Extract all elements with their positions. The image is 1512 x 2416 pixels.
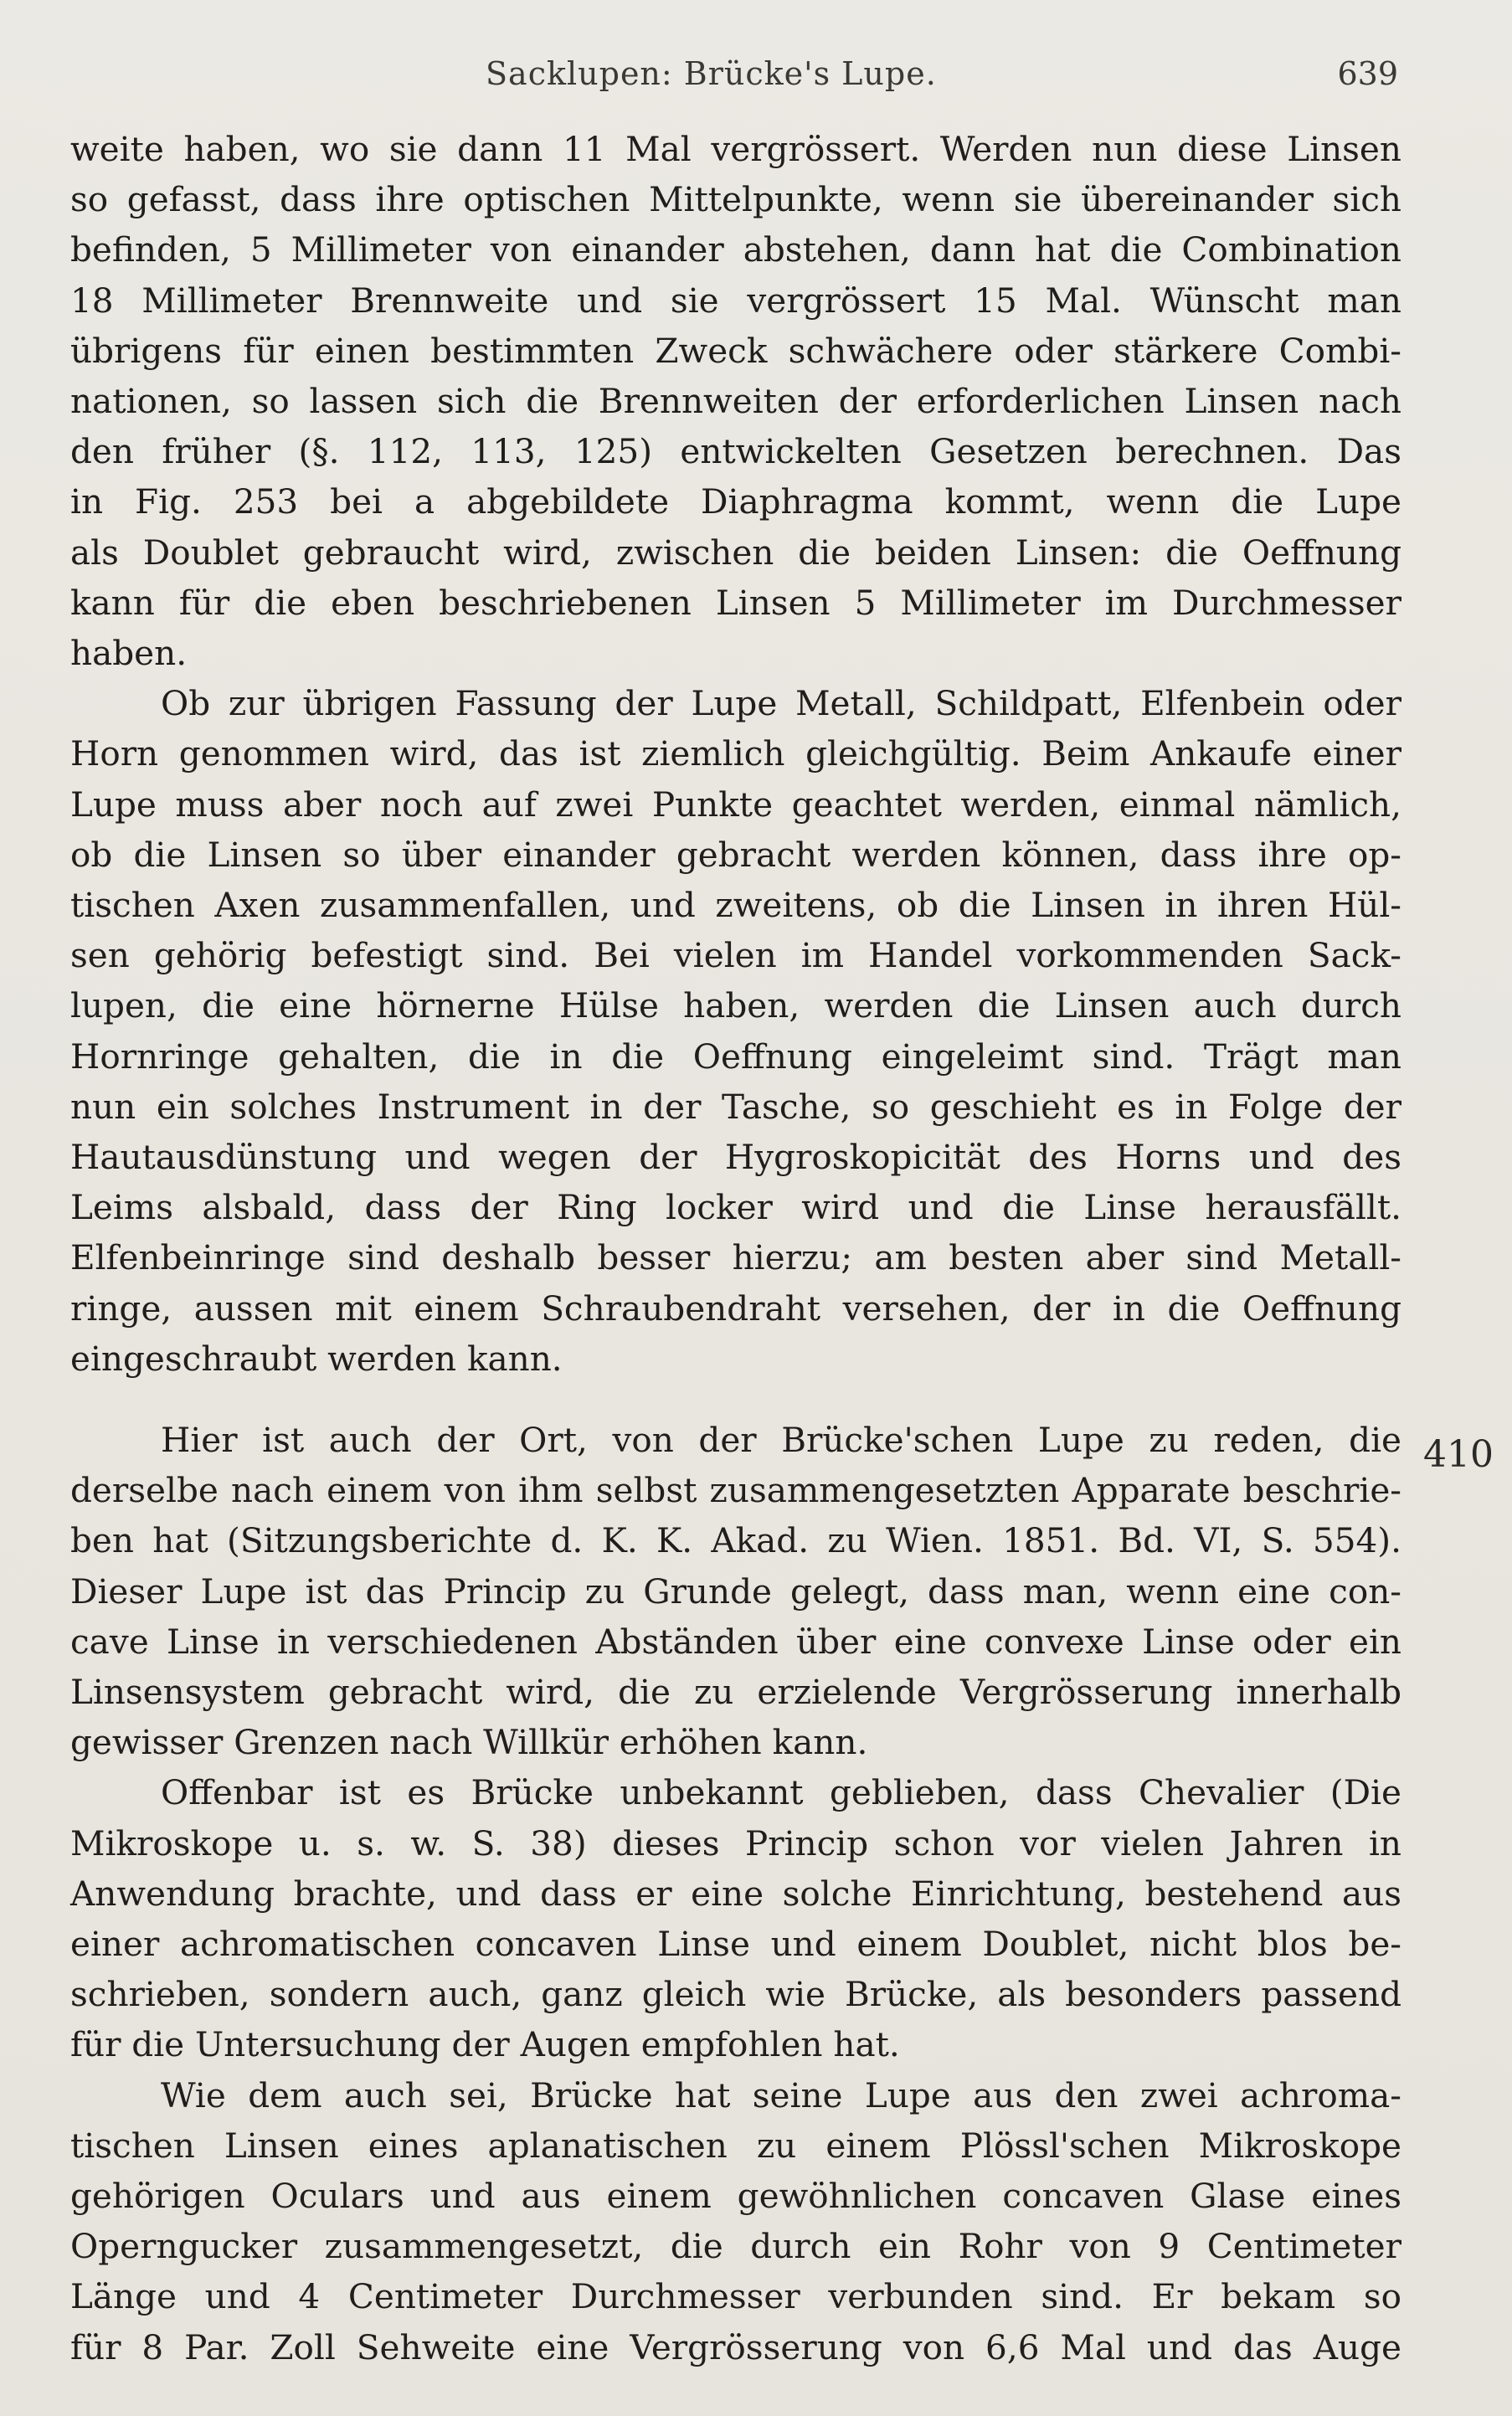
text-line: Elfenbeinringe sind deshalb besser hierzu; am besten aber sind Metall- [70, 1237, 1401, 1278]
text-line: Mikroskope u. s. w. S. 38) dieses Princip schon vor vielen Jahren in [70, 1822, 1401, 1863]
text-line: für 8 Par. Zoll Sehweite eine Vergrösserung von 6,6 Mal und das Auge [70, 2326, 1401, 2367]
text-line: 18 Millimeter Brennweite und sie vergrössert 15 Mal. Wünscht man [70, 280, 1401, 321]
paragraph [70, 1767, 1401, 2069]
text-line: als Doublet gebraucht wird, zwischen die beiden Linsen: die Oeffnung [70, 532, 1401, 573]
text-line: nun ein solches Instrument in der Tasche, so geschieht es in Folge der [70, 1086, 1401, 1127]
paragraph [70, 678, 1401, 1384]
paragraph [70, 124, 1401, 678]
text-line: derselbe nach einem von ihm selbst zusammengesetzten Apparate beschrie- [70, 1470, 1401, 1511]
text-line: Lupe muss aber noch auf zwei Punkte geachtet werden, einmal nämlich, [70, 784, 1401, 825]
text-line: nationen, so lassen sich die Brennweiten der erforderlichen Linsen nach [70, 381, 1401, 422]
text-line: Ob zur übrigen Fassung der Lupe Metall, Schildpatt, Elfenbein oder [161, 683, 1401, 724]
text-line: Anwendung brachte, und dass er eine solche Einrichtung, bestehend aus [70, 1873, 1401, 1914]
text-line: tischen Linsen eines aplanatischen zu einem Plössl'schen Mikroskope [70, 2125, 1401, 2166]
text-line: so gefasst, dass ihre optischen Mittelpunkte, wenn sie übereinander sich [70, 179, 1401, 220]
paragraph [70, 2070, 1401, 2372]
text-line: weite haben, wo sie dann 11 Mal vergrössert. Werden nun diese Linsen [70, 129, 1401, 169]
text-line: ringe, aussen mit einem Schraubendraht versehen, der in die Oeffnung [70, 1288, 1401, 1329]
text-line: eingeschraubt werden kann. [70, 1338, 563, 1379]
text-line: Hautausdünstung und wegen der Hygroskopicität des Horns und des [70, 1137, 1401, 1178]
text-line: Hornringe gehalten, die in die Oeffnung eingeleimt sind. Trägt man [70, 1036, 1401, 1077]
text-line: gehörigen Oculars und aus einem gewöhnlichen concaven Glase eines [70, 2176, 1401, 2217]
text-line: Länge und 4 Centimeter Durchmesser verbunden sind. Er bekam so [70, 2276, 1401, 2317]
text-line: Hier ist auch der Ort, von der Brücke'schen Lupe zu reden, die [161, 1420, 1401, 1460]
text-line: ob die Linsen so über einander gebracht werden können, dass ihre op- [70, 834, 1401, 875]
text-line: Offenbar ist es Brücke unbekannt geblieben, dass Chevalier (Die [161, 1772, 1401, 1813]
text-line: Operngucker zusammengesetzt, die durch ein Rohr von 9 Centimeter [70, 2226, 1401, 2267]
text-line: Linsensystem gebracht wird, die zu erzielende Vergrösserung innerhalb [70, 1672, 1401, 1713]
text-line: lupen, die eine hörnerne Hülse haben, werden die Linsen auch durch [70, 985, 1401, 1026]
text-line: in Fig. 253 bei a abgebildete Diaphragma kommt, wenn die Lupe [70, 481, 1401, 522]
text-line: den früher (§. 112, 113, 125) entwickelten Gesetzen berechnen. Das [70, 431, 1401, 472]
text-block-bottom [70, 1415, 1401, 2372]
text-line: Leims alsbald, dass der Ring locker wird und die Linse herausfällt. [70, 1187, 1401, 1228]
text-line: schrieben, sondern auch, ganz gleich wie Brücke, als besonders passend [70, 1974, 1401, 2015]
text-line: Dieser Lupe ist das Princip zu Grunde gelegt, dass man, wenn eine con- [70, 1570, 1401, 1612]
text-line: sen gehörig befestigt sind. Bei vielen im Handel vorkommenden Sack- [70, 935, 1401, 976]
text-line: haben. [70, 633, 188, 674]
text-block-top [70, 124, 1401, 1384]
text-line: Horn genommen wird, das ist ziemlich gleichgültig. Beim Ankaufe einer [70, 733, 1401, 774]
text-line: Wie dem auch sei, Brücke hat seine Lupe aus den zwei achroma- [161, 2074, 1401, 2115]
page-number: 639 [1337, 55, 1398, 92]
text-line: gewisser Grenzen nach Willkür erhöhen kann. [70, 1722, 868, 1763]
text-line: tischen Axen zusammenfallen, und zweitens, ob die Linsen in ihren Hül- [70, 885, 1401, 926]
margin-section-number: 410 [1423, 1433, 1494, 1476]
paragraph [70, 1415, 1401, 1767]
text-line: ben hat (Sitzungsberichte d. K. K. Akad. zu Wien. 1851. Bd. VI, S. 554). [70, 1520, 1401, 1561]
text-line: kann für die eben beschriebenen Linsen 5 Millimeter im Durchmesser [70, 582, 1401, 623]
running-header: Sacklupen: Brücke's Lupe. [486, 55, 937, 92]
text-line: übrigens für einen bestimmten Zweck schwächere oder stärkere Combi- [70, 330, 1401, 371]
text-line: befinden, 5 Millimeter von einander abstehen, dann hat die Combination [70, 229, 1401, 270]
text-line: für die Untersuchung der Augen empfohlen hat. [70, 2024, 900, 2065]
text-line: einer achromatischen concaven Linse und einem Doublet, nicht blos be- [70, 1924, 1401, 1965]
text-line: cave Linse in verschiedenen Abständen über eine convexe Linse oder ein [70, 1621, 1401, 1662]
